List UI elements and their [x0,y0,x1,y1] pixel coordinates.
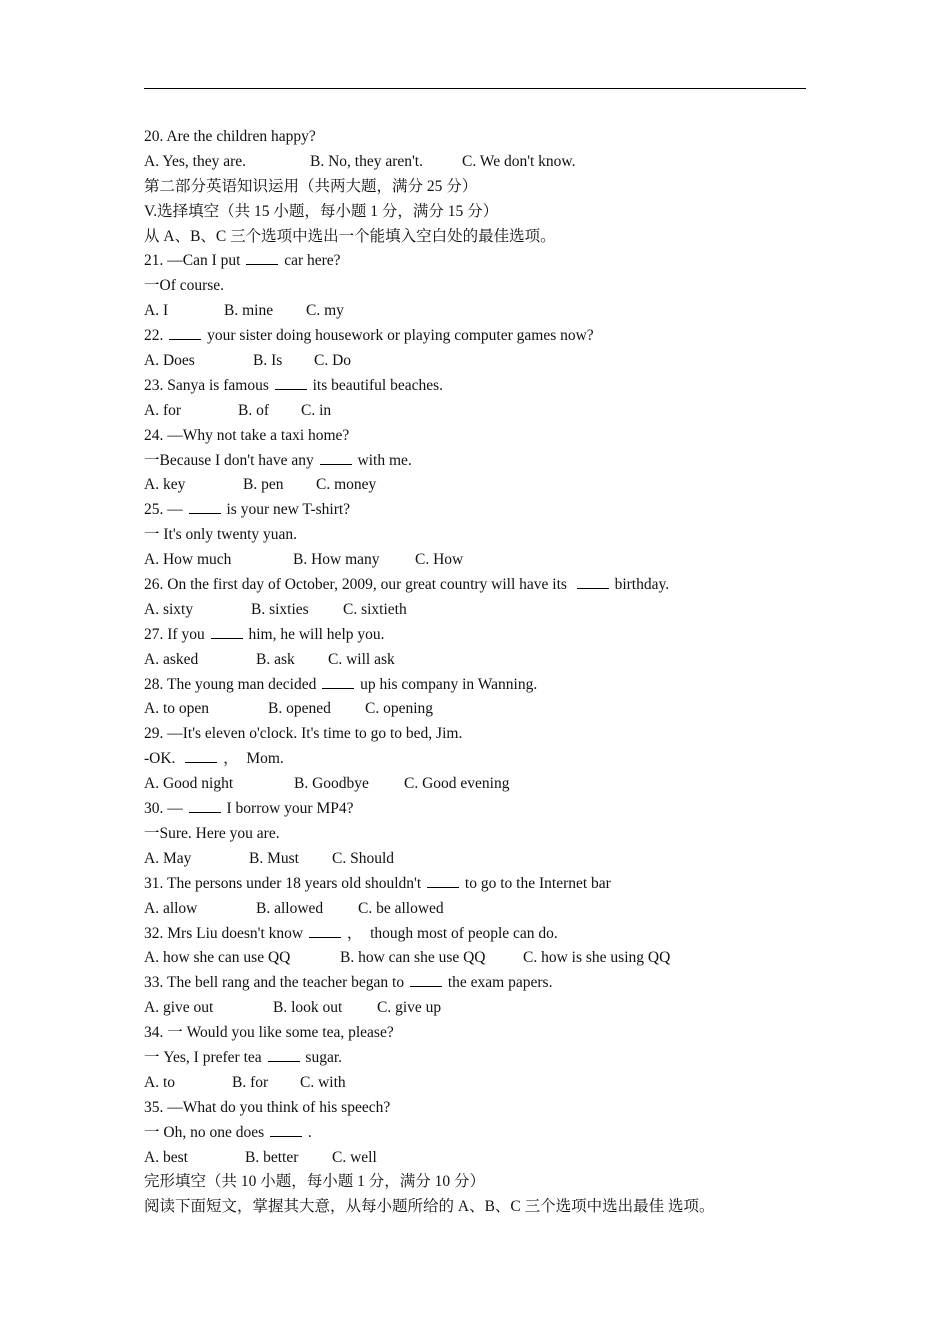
option-a: A. for [144,401,182,419]
option-c: C. with [300,1073,346,1091]
option-b: B. look out [273,999,343,1017]
question-35-stem: 35. —What do you think of his speech? [144,1098,391,1116]
option-b: B. Is [253,352,283,370]
answer-blank [309,924,341,938]
option-c: C. sixtieth [343,600,407,618]
question-29-reply: -OK. ， Mom. [144,750,284,768]
option-b: B. mine [224,302,274,320]
option-a: A. allow [144,899,198,917]
option-c: C. opening [365,700,434,718]
question-21-reply: 一Of course. [144,277,225,295]
question-25-options [144,548,824,573]
question-27-stem: 27. If you him, he will help you. [144,625,385,643]
question-25-reply: 一 It's only twenty yuan. [144,526,298,544]
option-c: C. Good evening [404,775,510,793]
answer-blank [320,451,352,465]
question-26-stem: 26. On the first day of October, 2009, our great country will have its birthday. [144,576,670,594]
answer-blank [211,625,243,639]
option-b: B. How many [293,551,380,569]
question-31-options [144,897,824,922]
option-b: B. sixties [251,600,309,618]
question-34-reply: 一 Yes, I prefer tea sugar. [144,1048,342,1066]
option-c: C. in [301,401,332,419]
option-b: B. for [232,1073,269,1091]
option-c: C. well [332,1148,377,1166]
option-a: A. sixty [144,600,194,618]
option-c: C. money [316,476,377,494]
question-32-options [144,946,824,971]
option-b: B. how can she use QQ [340,949,486,967]
header-rule [144,88,806,89]
option-c: C. Should [332,849,395,867]
option-a: A. to [144,1073,175,1091]
option-a: A. give out [144,999,214,1017]
section-5-instructions: 从 A、B、C 三个选项中选出一个能填入空白处的最佳选项。 [144,227,556,245]
question-26-options [144,598,824,623]
exam-page-content [144,125,824,1220]
answer-blank [270,1123,302,1137]
question-21-stem: 21. —Can I put car here? [144,252,341,270]
question-20-options [144,150,824,175]
option-a: A. key [144,476,186,494]
answer-blank [189,799,221,813]
question-34-options [144,1071,824,1096]
option-c: C. my [306,302,344,320]
answer-blank [275,376,307,390]
question-28-options [144,697,824,722]
option-a: A. how she can use QQ [144,949,291,967]
option-c: C. give up [377,999,442,1017]
answer-blank [169,326,201,340]
cloze-instructions: 阅读下面短文，掌握其大意，从每小题所给的 A、B、C 三个选项中选出最佳 选项。 [144,1198,715,1216]
question-23-stem: 23. Sanya is famous its beautiful beaches. [144,376,444,394]
question-28-stem: 28. The young man decided up his company in Wanning. [144,675,538,693]
option-a: A. to open [144,700,210,718]
answer-blank [246,251,278,265]
question-31-stem: 31. The persons under 18 years old shouldn't to go to the Internet bar [144,874,611,892]
option-a: A. Good night [144,775,234,793]
option-b: B. allowed [256,899,324,917]
question-35-options [144,1146,824,1171]
question-24-stem: 24. —Why not take a taxi home? [144,426,350,444]
option-b: B. pen [243,476,284,494]
question-22-stem: 22. your sister doing housework or playing computer games now? [144,327,594,345]
option-b: B. ask [256,650,295,668]
section-5-title: V.选择填空（共 15 小题，每小题 1 分，满分 15 分） [144,202,499,220]
answer-blank [322,675,354,689]
question-33-stem: 33. The bell rang and the teacher began to the exam papers. [144,974,553,992]
option-a: A. Yes, they are. [144,152,247,170]
question-24-options [144,473,824,498]
option-a: A. May [144,849,192,867]
question-30-reply: 一Sure. Here you are. [144,824,280,842]
answer-blank [185,749,217,763]
answer-blank [189,500,221,514]
option-a: A. Does [144,352,195,370]
option-a: A. best [144,1148,188,1166]
option-c: C. Do [314,352,352,370]
option-c: C. We don't know. [462,152,576,170]
question-30-options [144,847,824,872]
answer-blank [427,874,459,888]
option-b: B. opened [268,700,331,718]
option-a: A. asked [144,650,199,668]
question-20-stem: 20. Are the children happy? [144,128,316,145]
option-c: C. be allowed [358,899,444,917]
option-a: A. How much [144,551,232,569]
answer-blank [410,973,442,987]
question-23-options [144,399,824,424]
question-29-stem: 29. —It's eleven o'clock. It's time to go to bed, Jim. [144,725,463,743]
answer-blank [577,575,609,589]
option-b: B. Must [249,849,299,867]
option-b: B. No, they aren't. [310,152,423,170]
question-22-options [144,349,824,374]
option-b: B. of [238,401,269,419]
answer-blank [268,1048,300,1062]
question-27-options [144,648,824,673]
question-30-stem: 30. — I borrow your MP4? [144,800,354,818]
question-29-options [144,772,824,797]
option-b: B. Goodbye [294,775,369,793]
option-c: C. how is she using QQ [523,949,671,967]
question-21-options [144,299,824,324]
question-35-reply: 一 Oh, no one does . [144,1123,312,1141]
cloze-title: 完形填空（共 10 小题，每小题 1 分，满分 10 分） [144,1173,486,1191]
question-25-stem: 25. — is your new T-shirt? [144,501,351,519]
question-32-stem: 32. Mrs Liu doesn't know ， though most of people can do. [144,924,558,942]
question-33-options [144,996,824,1021]
option-a: A. I [144,302,169,320]
question-34-stem: 34. 一 Would you like some tea, please? [144,1024,394,1042]
question-24-reply: 一Because I don't have any with me. [144,451,412,469]
option-c: C. How [415,551,464,569]
part-2-title: 第二部分英语知识运用（共两大题，满分 25 分） [144,177,478,195]
option-b: B. better [245,1148,299,1166]
option-c: C. will ask [328,650,395,668]
